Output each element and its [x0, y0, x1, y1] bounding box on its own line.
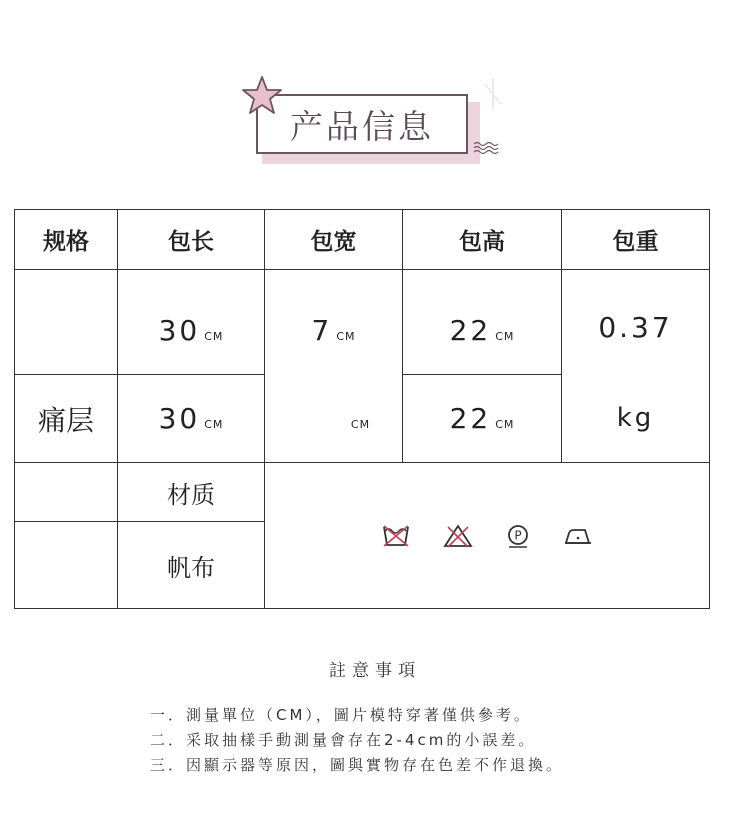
- row1-height: [403, 270, 562, 375]
- table-row: [15, 463, 710, 522]
- waves-icon: [472, 140, 502, 156]
- care-icons-cell: [265, 463, 710, 609]
- row2-length-value: 30: [158, 402, 201, 435]
- row1-length-unit: CM: [204, 329, 224, 343]
- no-wash-icon: [381, 523, 411, 549]
- professional-dry-clean-icon: [505, 523, 531, 549]
- row1-height-value: 22: [449, 313, 492, 347]
- table-row: [15, 270, 710, 375]
- header-width: 包宽: [265, 210, 403, 270]
- iron-icon: [563, 523, 593, 549]
- row1-weight-value: 0.37: [598, 310, 673, 344]
- sparkle-icon: [482, 76, 504, 112]
- table-header-row: [15, 210, 710, 270]
- row1-width: [265, 270, 403, 375]
- star-icon: [240, 74, 284, 118]
- note-item: 三．因顯示器等原因，圖與實物存在色差不作退換。: [150, 756, 565, 774]
- row1-weight: [562, 270, 710, 375]
- row2-height-unit: CM: [495, 418, 515, 431]
- spec-table: [14, 209, 710, 609]
- care-icons: [265, 523, 709, 549]
- note-item: 二．采取抽樣手動測量會存在2-4cm的小誤差。: [150, 731, 537, 749]
- row2-height-value: 22: [449, 402, 492, 435]
- row1-width-value: 7: [311, 313, 333, 347]
- title-badge: [240, 74, 510, 174]
- header-length: 包长: [118, 210, 265, 270]
- no-bleach-icon: [443, 523, 473, 549]
- row1-length-value: 30: [158, 313, 201, 347]
- row2-height: [403, 375, 562, 463]
- row3-spec: [15, 463, 118, 522]
- row2-length: [118, 375, 265, 463]
- material-value: 帆布: [118, 522, 265, 609]
- row2-width-unit: CM: [350, 417, 371, 431]
- row1-spec: [15, 270, 118, 375]
- svg-text:P: P: [514, 528, 522, 542]
- header-spec: 规格: [15, 210, 118, 270]
- row2-weight-value: kg: [616, 403, 655, 434]
- note-item: 一．測量單位（CM），圖片模特穿著僅供參考。: [150, 706, 532, 724]
- table-row: [15, 375, 710, 463]
- notes-list: [150, 703, 710, 778]
- row4-spec: [15, 522, 118, 609]
- material-label: 材质: [118, 463, 265, 522]
- row2-weight: [562, 375, 710, 463]
- row1-height-unit: CM: [495, 329, 515, 343]
- header-weight: 包重: [562, 210, 710, 270]
- row2-spec: 痛层: [15, 375, 118, 463]
- row1-length: [118, 270, 265, 375]
- row2-width: [265, 375, 403, 463]
- row1-width-unit: CM: [336, 329, 356, 343]
- notes-title: 註意事項: [329, 661, 421, 681]
- row2-length-unit: CM: [204, 418, 224, 431]
- header-height: 包高: [403, 210, 562, 270]
- page-title: 产品信息: [256, 94, 468, 154]
